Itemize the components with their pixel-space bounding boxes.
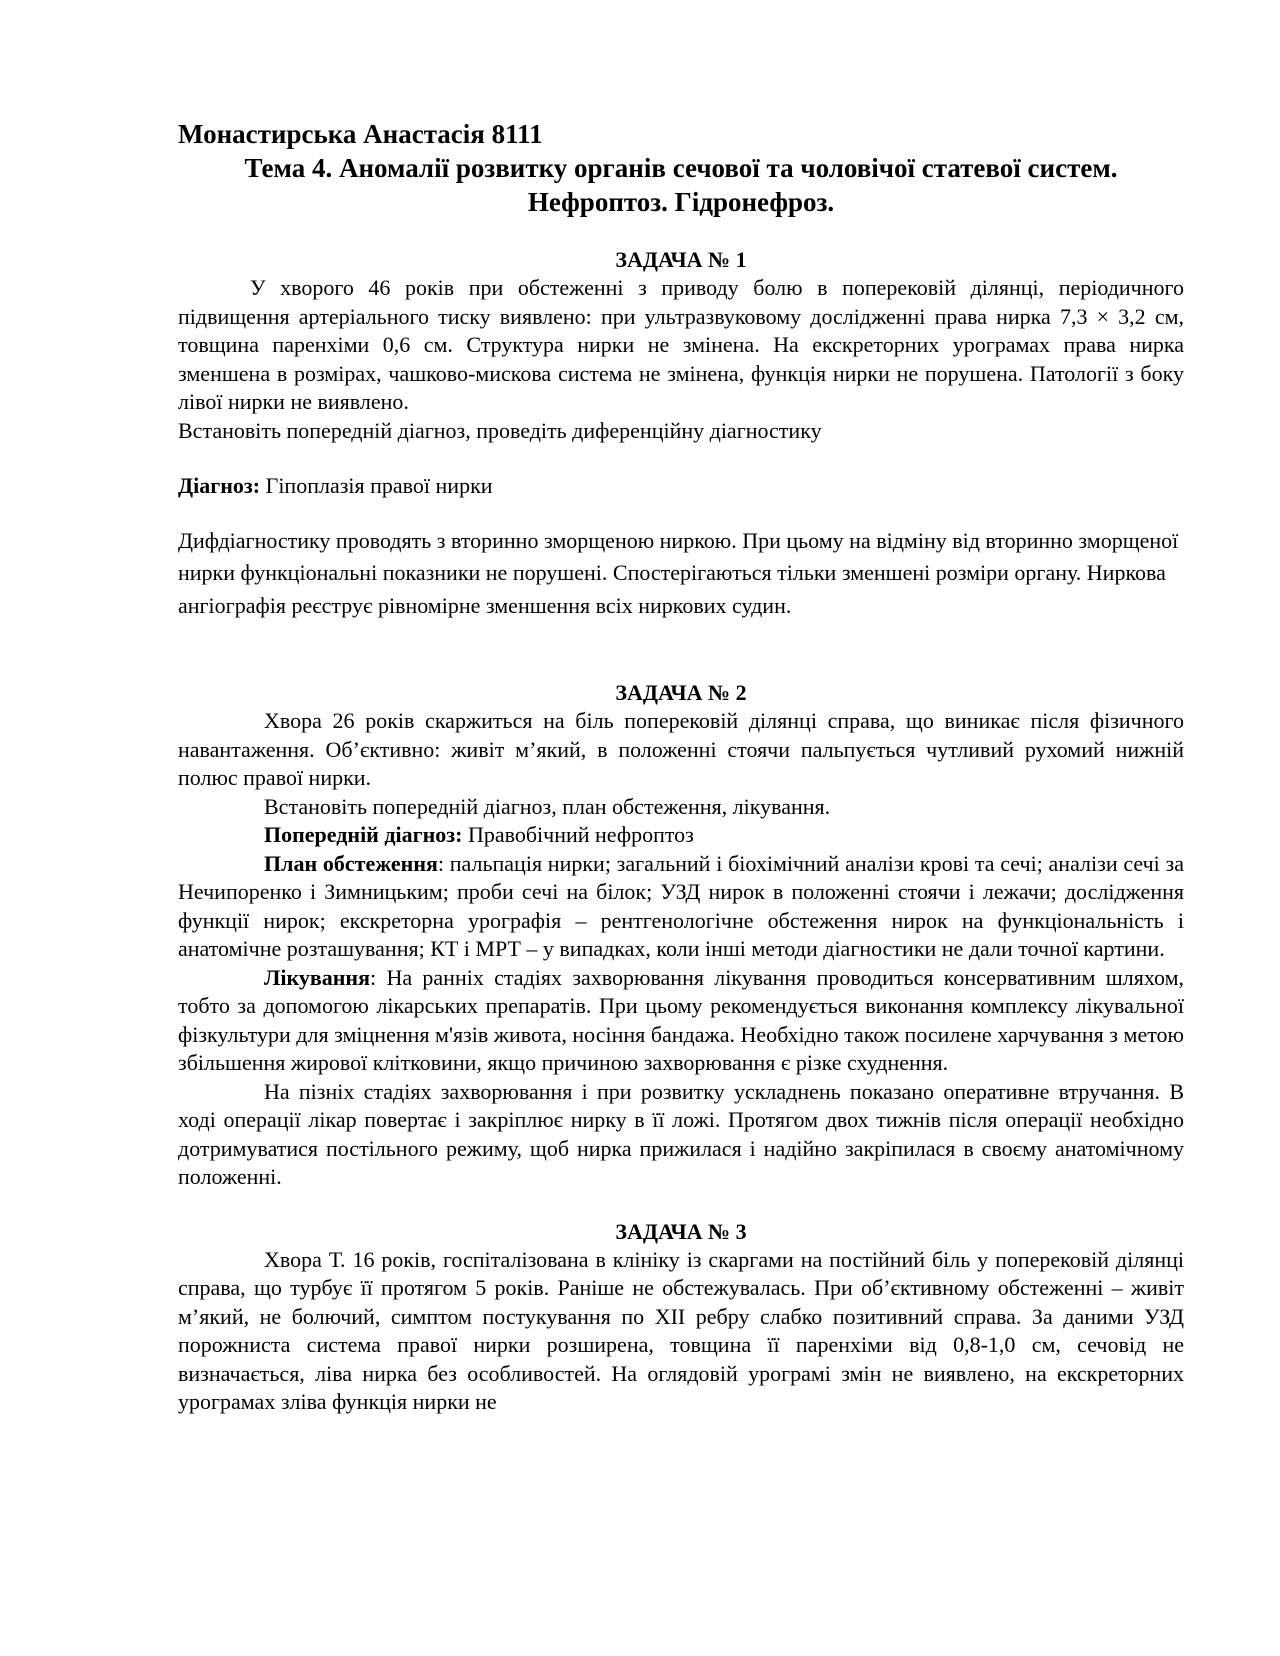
task-1-differential: Дифдіагностику проводять з вторинно зморщеною ниркою. При цьому на відміну від вторинно зморщеної нирки функціональні показники не порушені. Спостерігаються тільки зменшені розміри органу. Ниркова ангіографія реєструє рівномірне зменшення всіх ниркових судин. (178, 527, 1179, 618)
topic-title-line-2: Нефроптоз. Гідронефроз. (527, 187, 835, 217)
task-2-plan (178, 850, 1184, 964)
task-2-question: Встановіть попередній діагноз, план обстеження, лікування. (264, 793, 831, 819)
document-page (178, 118, 1184, 1417)
topic-title-line-1: Тема 4. Аномалії розвитку органів сечової та чоловічої статевої систем. (244, 153, 1118, 183)
task-2-title: ЗАДАЧА № 2 (615, 680, 747, 705)
task-3-title: ЗАДАЧА № 3 (615, 1218, 747, 1244)
task-2-treatment (178, 964, 1184, 1078)
task-2-treatment-label: Лікування (264, 964, 371, 990)
task-1-question: Встановіть попередній діагноз, проведіть диференційну діагностику (178, 417, 822, 443)
task-2-plan-label: План обстеження (264, 850, 438, 876)
task-2-plan-value: : пальпація нирки; загальний і біохімічний аналізи крові та сечі; аналізи сечі за Нечипоренко і Зимницьким; проби сечі на білок; УЗД нирок в положенні стоячи і лежачи; дослідження функції нирок; екскреторна урографія – рентгенологічне обстеження нирок на функціональність і анатомічне розташування; КТ і МРТ – у випадках, коли інші методи діагностики не дали точної картини. (178, 850, 1184, 961)
task-1-diagnosis-label: Діагноз: (178, 473, 261, 498)
task-2-late-stage: На пізніх стадіях захворювання і при розвитку ускладнень показано оперативне втручання. В ході операції лікар повертає і закріплює нирку в її ложі. Протягом двох тижнів після операції необхідно дотримуватися постільного режиму, щоб нирка прижилася і надійно закріпилася в своєму анатомічному положенні. (178, 1078, 1184, 1189)
task-2-treatment-value: : На ранніх стадіях захворювання лікування проводиться консервативним шляхом, тобто за допомогою лікарських препаратів. При цьому рекомендується виконання комплексу лікувальної фізкультури для зміцнення м'язів живота, носіння бандажа. Необхідно також посилене харчування з метою збільшення жирової клітковини, якщо причиною захворювання є різке схуднення. (178, 964, 1184, 1075)
task-2-diagnosis-label: Попередній діагноз: (264, 822, 463, 847)
task-1-condition: У хворого 46 років при обстеженні з приводу болю в поперековій ділянці, періодичного підвищення артеріального тиску виявлено: при ультразвуковому дослідженні права нирка 7,3 × 3,2 см, товщина паренхіми 0,6 см. Структура нирки не змінена. На екскреторних урограмах права нирка зменшена в розмірах, чашково-мискова система не змінена, функція нирки не порушена. Патології з боку лівої нирки не виявлено. (178, 275, 1184, 414)
task-2-condition: Хвора 26 років скаржиться на біль поперековій ділянці справа, що виникає після фізичного навантаження. Об’єктивно: живіт м’який, в положенні стоячи пальпується чутливий рухомий нижній полюс правої нирки. (178, 708, 1184, 790)
task-2-diagnosis-value: Правобічний нефроптоз (462, 822, 694, 847)
task-2-diagnosis (178, 821, 1184, 850)
task-1-title: ЗАДАЧА № 1 (615, 247, 747, 272)
task-1-diagnosis (178, 472, 1184, 501)
author-name: Монастирська Анастасія 8111 (178, 119, 543, 149)
task-3-condition: Хвора Т. 16 років, госпіталізована в клініку із скаргами на постійний біль у поперековій ділянці справа, що турбує її протягом 5 років. Раніше не обстежувалась. При об’єктивному обстеженні – живіт м’який, не болючий, симптом постукування по XII ребру слабко позитивний справа. За даними УЗД порожниста система правої нирки розширена, товщина її паренхіми від 0,8-1,0 см, сечовід не визначається, ліва нирка без особливостей. На оглядовій урограмі змін не виявлено, на екскреторних урограмах зліва функція нирки не (178, 1246, 1184, 1414)
task-1-diagnosis-value: Гіпоплазія правої нирки (260, 473, 493, 498)
